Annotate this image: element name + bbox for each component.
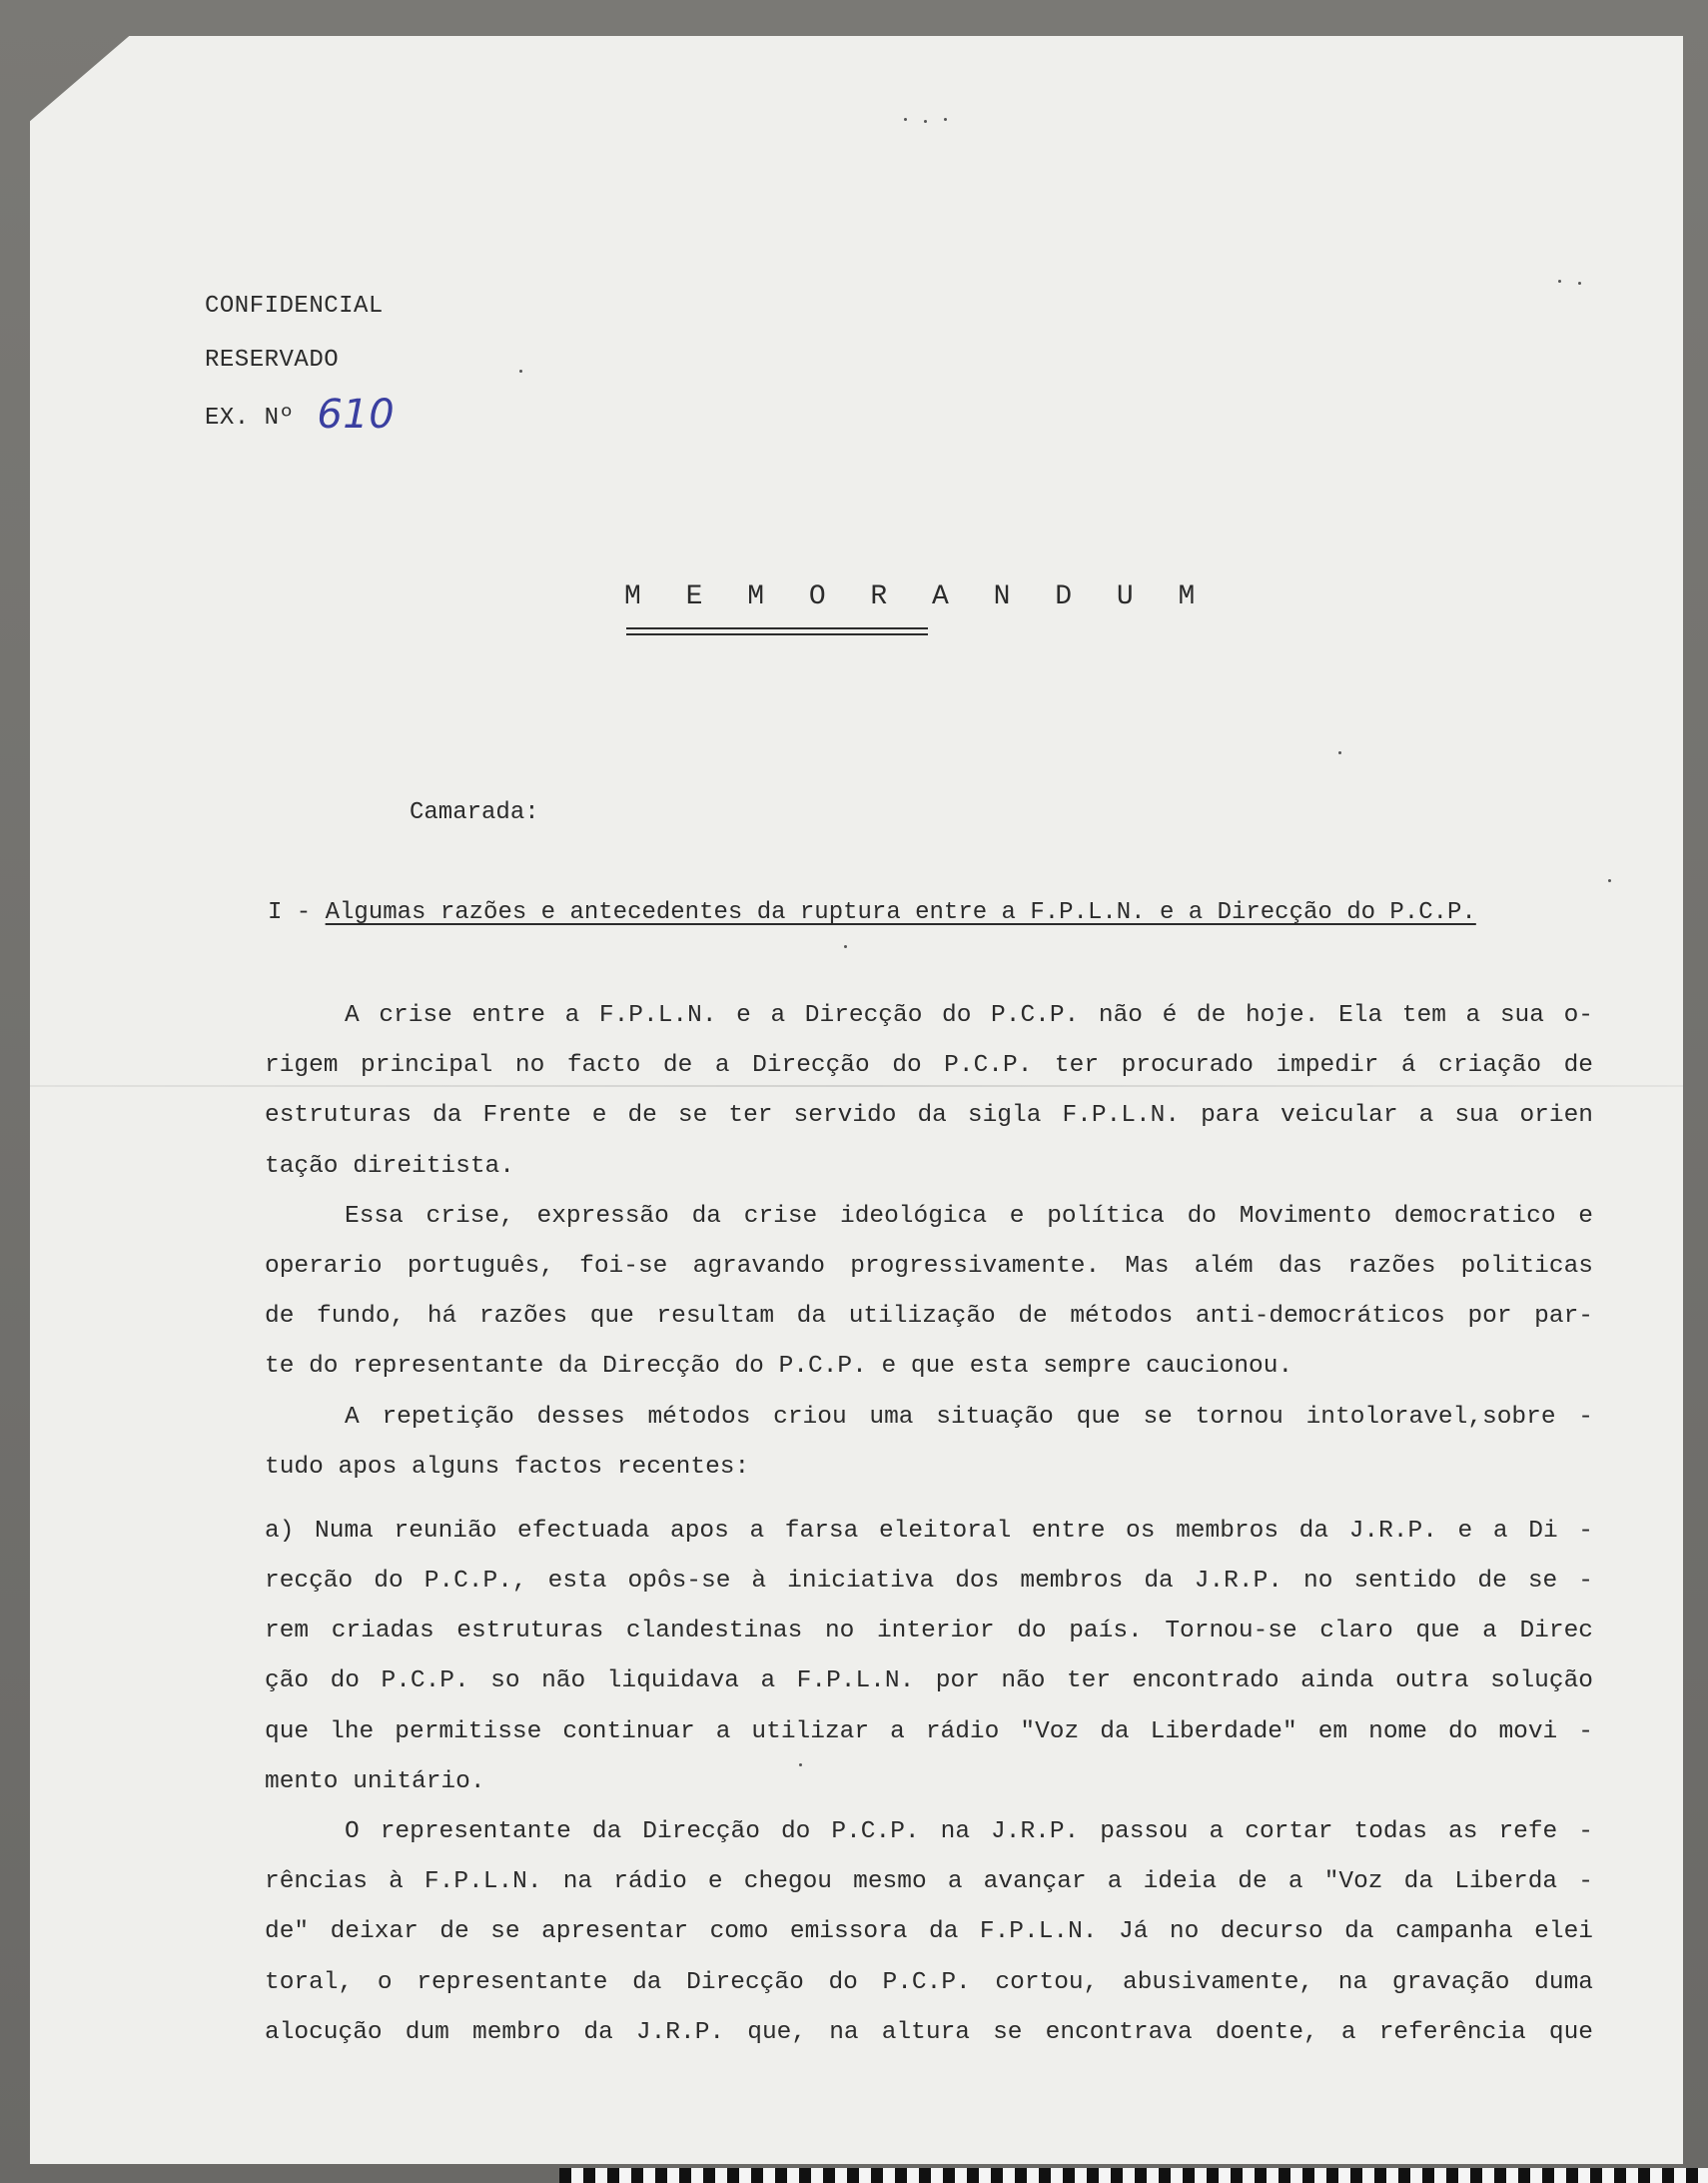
memo-body <box>265 991 1593 2058</box>
body-line: que lhe permitisse continuar a utilizar a rádio "Voz da Liberdade" em nome do movi - <box>265 1717 1593 1745</box>
body-line: alocução dum membro da J.R.P. que, na altura se encontrava doente, a referência que <box>265 2018 1593 2046</box>
body-line: mento unitário. <box>265 1767 485 1795</box>
body-line: ção do P.C.P. so não liquidava a F.P.L.N. por não ter encontrado ainda outra solução <box>265 1667 1593 1695</box>
exemplar-label: EX. Nº <box>205 405 295 432</box>
memorandum-title: M E M O R A N D U M <box>624 581 1210 612</box>
body-line: O representante da Direcção do P.C.P. na J.R.P. passou a cortar todas as refe - <box>345 1818 1593 1845</box>
classification-reserved: RESERVADO <box>205 347 340 374</box>
section-title: Algumas razões e antecedentes da ruptura entre a F.P.L.N. e a Direcção do P.C.P. <box>325 899 1476 926</box>
body-line: recção do P.C.P., esta opôs-se à iniciativa dos membros da J.R.P. no sentido de se - <box>265 1568 1593 1596</box>
body-line: de" deixar de se apresentar como emissora da F.P.L.N. Já no decurso da campanha elei <box>265 1918 1593 1946</box>
paper-speck <box>799 1763 802 1766</box>
body-line: estruturas da Frente e de se ter servido da sigla F.P.L.N. para veicular a sua orien <box>265 1102 1593 1130</box>
exemplar-number-handwritten: 610 <box>317 392 396 438</box>
body-line: tudo apos alguns factos recentes: <box>265 1453 750 1481</box>
paper-speck <box>1608 879 1611 882</box>
body-line: rigem principal no facto de a Direcção do P.C.P. ter procurado impedir á criação de <box>265 1052 1593 1080</box>
exemplar-line <box>205 388 395 446</box>
body-line: toral, o representante da Direcção do P.C.P. cortou, abusivamente, na gravação duma <box>265 1968 1593 1996</box>
classification-confidential: CONFIDENCIAL <box>205 293 384 320</box>
paper-speck <box>519 370 522 373</box>
body-line: operario português, foi-se agravando progressivamente. Mas além das razões politicas <box>265 1252 1593 1280</box>
paper-speck <box>1558 280 1561 283</box>
paper-speck <box>904 118 907 121</box>
color-calibration-scale <box>559 2168 1708 2183</box>
paper-speck <box>924 120 927 123</box>
paper-speck <box>1578 282 1581 285</box>
paper-speck <box>844 945 847 948</box>
paper-speck <box>944 118 947 121</box>
body-line: a) Numa reunião efectuada apos a farsa eleitoral entre os membros da J.R.P. e a Di - <box>265 1517 1593 1545</box>
body-line: tação direitista. <box>265 1152 514 1180</box>
classification-stamp <box>205 280 395 446</box>
body-line: A crise entre a F.P.L.N. e a Direcção do P.C.P. não é de hoje. Ela tem a sua o- <box>345 1002 1593 1029</box>
body-line: de fundo, há razões que resultam da utilização de métodos anti-democráticos por par- <box>265 1303 1593 1331</box>
body-line: Essa crise, expressão da crise ideológica e política do Movimento democratico e <box>345 1202 1593 1230</box>
body-line: rem criadas estruturas clandestinas no interior do país. Tornou-se claro que a Direc <box>265 1618 1593 1645</box>
salutation: Camarada: <box>410 799 539 826</box>
section-number: I - <box>268 899 312 926</box>
paragraph-gap <box>265 1493 1593 1507</box>
body-line: rências à F.P.L.N. na rádio e chegou mesmo a avançar a ideia de a "Voz da Liberda - <box>265 1868 1593 1896</box>
body-line: te do representante da Direcção do P.C.P. e que esta sempre caucionou. <box>265 1353 1293 1381</box>
paper-speck <box>1338 751 1341 754</box>
title-double-underline <box>626 627 928 629</box>
body-line: A repetição desses métodos criou uma situação que se tornou intoloravel,sobre - <box>345 1403 1593 1431</box>
section-heading <box>268 899 1476 926</box>
